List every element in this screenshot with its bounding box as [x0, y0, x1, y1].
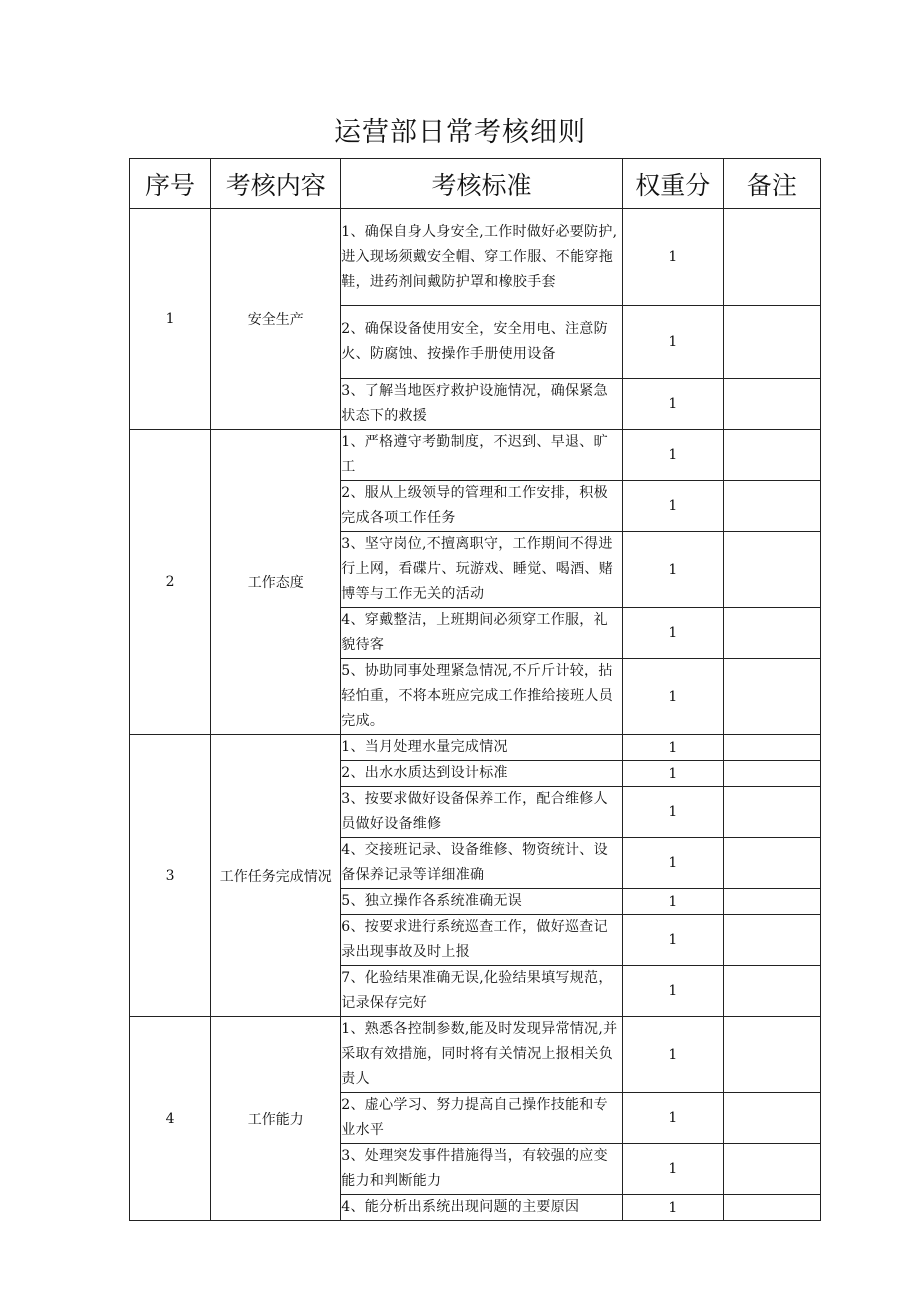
- weight-value: 1: [622, 838, 723, 889]
- criterion-text: 4、穿戴整洁，上班期间必须穿工作服，礼貌待客: [341, 608, 622, 659]
- header-weight: 权重分: [622, 159, 723, 209]
- criterion-text: 5、独立操作各系统准确无误: [341, 889, 622, 915]
- page-title: 运营部日常考核细则: [334, 117, 586, 148]
- note-cell: [723, 966, 820, 1017]
- weight-value: 1: [622, 532, 723, 608]
- weight-value: 1: [622, 915, 723, 966]
- table-row: [130, 735, 821, 761]
- note-cell: [723, 838, 820, 889]
- weight-value: 1: [622, 608, 723, 659]
- weight-value: 1: [622, 209, 723, 306]
- header-standard: 考核标准: [341, 159, 622, 209]
- weight-value: 1: [622, 379, 723, 430]
- criterion-text: 7、化验结果准确无误,化验结果填写规范，记录保存完好: [341, 966, 622, 1017]
- weight-value: 1: [622, 481, 723, 532]
- weight-value: 1: [622, 430, 723, 481]
- note-cell: [723, 306, 820, 379]
- criterion-text: 1、熟悉各控制参数,能及时发现异常情况,并采取有效措施，同时将有关情况上报相关负责人: [341, 1017, 622, 1093]
- weight-value: 1: [622, 787, 723, 838]
- criterion-text: 5、协助同事处理紧急情况,不斤斤计较，拈轻怕重，不将本班应完成工作推给接班人员完成。: [341, 659, 622, 735]
- criterion-text: 2、确保设备使用安全，安全用电、注意防火、防腐蚀、按操作手册使用设备: [341, 306, 622, 379]
- note-cell: [723, 209, 820, 306]
- header-note: 备注: [723, 159, 820, 209]
- weight-value: 1: [622, 1144, 723, 1195]
- header-no: 序号: [130, 159, 211, 209]
- criterion-text: 1、严格遵守考勤制度，不迟到、早退、旷工: [341, 430, 622, 481]
- note-cell: [723, 608, 820, 659]
- criterion-text: 2、出水水质达到设计标准: [341, 761, 622, 787]
- note-cell: [723, 915, 820, 966]
- category-label: 工作态度: [211, 430, 341, 735]
- weight-value: 1: [622, 889, 723, 915]
- category-label: 工作能力: [211, 1017, 341, 1221]
- header-row: [130, 159, 821, 209]
- row-number: 4: [130, 1017, 211, 1221]
- note-cell: [723, 787, 820, 838]
- category-label: 安全生产: [211, 209, 341, 430]
- note-cell: [723, 889, 820, 915]
- header-content: 考核内容: [211, 159, 341, 209]
- weight-value: 1: [622, 966, 723, 1017]
- criterion-text: 4、交接班记录、设备维修、物资统计、设备保养记录等详细准确: [341, 838, 622, 889]
- table-row: [130, 1017, 821, 1093]
- note-cell: [723, 1093, 820, 1144]
- note-cell: [723, 659, 820, 735]
- row-number: 3: [130, 735, 211, 1017]
- criterion-text: 6、按要求进行系统巡查工作，做好巡查记录出现事故及时上报: [341, 915, 622, 966]
- criterion-text: 1、当月处理水量完成情况: [341, 735, 622, 761]
- table-row: [130, 430, 821, 481]
- criterion-text: 2、服从上级领导的管理和工作安排，积极完成各项工作任务: [341, 481, 622, 532]
- criterion-text: 4、能分析出系统出现问题的主要原因: [341, 1195, 622, 1221]
- weight-value: 1: [622, 735, 723, 761]
- note-cell: [723, 481, 820, 532]
- weight-value: 1: [622, 761, 723, 787]
- criterion-text: 3、坚守岗位,不擅离职守，工作期间不得进行上网，看碟片、玩游戏、睡觉、喝酒、赌博等与工作无关的活动: [341, 532, 622, 608]
- weight-value: 1: [622, 659, 723, 735]
- row-number: 1: [130, 209, 211, 430]
- weight-value: 1: [622, 306, 723, 379]
- note-cell: [723, 1144, 820, 1195]
- criterion-text: 3、处理突发事件措施得当，有较强的应变能力和判断能力: [341, 1144, 622, 1195]
- note-cell: [723, 1017, 820, 1093]
- criterion-text: 3、按要求做好设备保养工作，配合维修人员做好设备维修: [341, 787, 622, 838]
- note-cell: [723, 1195, 820, 1221]
- table-row: [130, 209, 821, 306]
- assessment-table: [129, 158, 821, 1221]
- criterion-text: 2、虚心学习、努力提高自己操作技能和专业水平: [341, 1093, 622, 1144]
- category-label: 工作任务完成情况: [211, 735, 341, 1017]
- note-cell: [723, 430, 820, 481]
- criterion-text: 3、了解当地医疗救护设施情况，确保紧急状态下的救援: [341, 379, 622, 430]
- note-cell: [723, 532, 820, 608]
- note-cell: [723, 761, 820, 787]
- weight-value: 1: [622, 1195, 723, 1221]
- weight-value: 1: [622, 1017, 723, 1093]
- note-cell: [723, 379, 820, 430]
- weight-value: 1: [622, 1093, 723, 1144]
- note-cell: [723, 735, 820, 761]
- criterion-text: 1、确保自身人身安全,工作时做好必要防护,进入现场须戴安全帽、穿工作服、不能穿拖鞋，进药剂间戴防护罩和橡胶手套: [341, 209, 622, 306]
- row-number: 2: [130, 430, 211, 735]
